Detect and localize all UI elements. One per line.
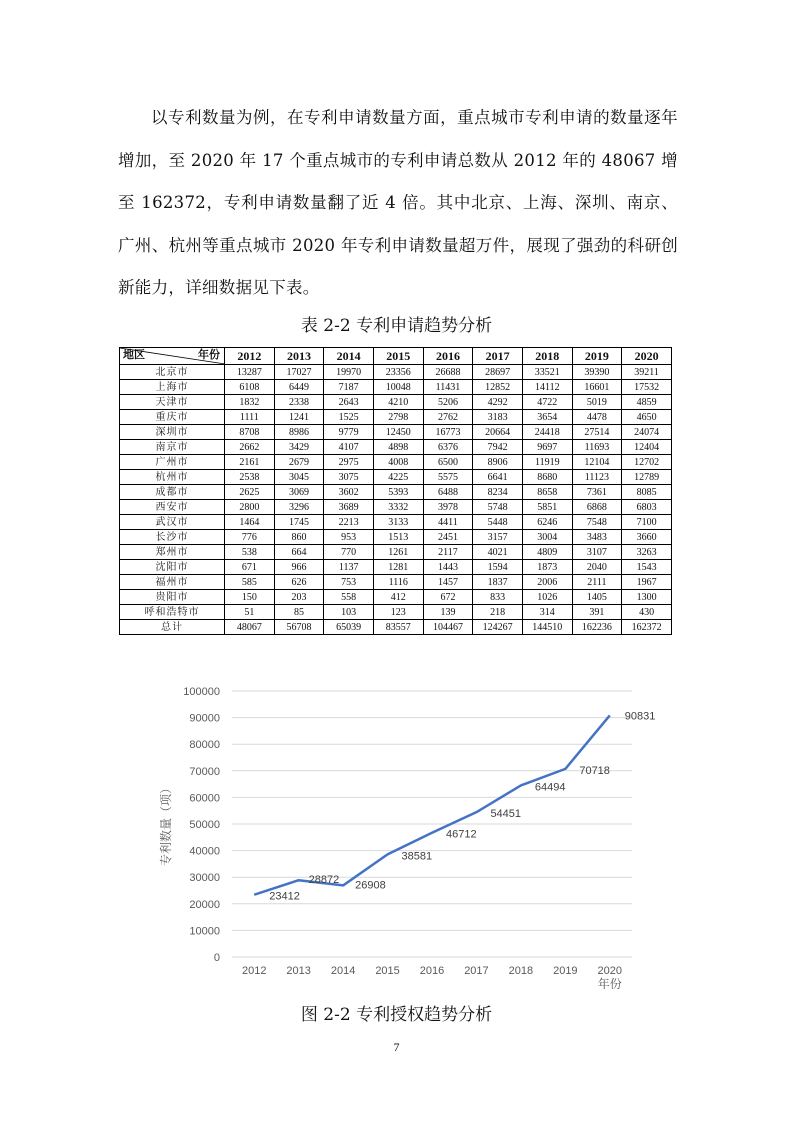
value-cell: 585 — [225, 575, 275, 590]
x-tick-label: 2014 — [330, 965, 356, 977]
value-cell: 4292 — [473, 395, 523, 410]
value-cell: 1837 — [473, 575, 523, 590]
value-cell: 8986 — [274, 425, 324, 440]
region-cell: 福州市 — [120, 575, 225, 590]
value-cell: 966 — [274, 560, 324, 575]
year-header: 2018 — [522, 348, 572, 365]
value-cell: 6488 — [423, 485, 473, 500]
value-cell: 2338 — [274, 395, 324, 410]
value-cell: 51 — [225, 605, 275, 620]
region-cell: 西安市 — [120, 500, 225, 515]
table-row — [120, 440, 672, 455]
value-cell: 123 — [373, 605, 423, 620]
value-cell: 7942 — [473, 440, 523, 455]
value-cell: 2111 — [572, 575, 622, 590]
y-tick-label: 20000 — [189, 898, 220, 911]
region-cell: 天津市 — [120, 395, 225, 410]
value-cell: 1967 — [622, 575, 672, 590]
value-cell: 3263 — [622, 545, 672, 560]
value-cell: 3332 — [373, 500, 423, 515]
value-cell: 8234 — [473, 485, 523, 500]
y-tick-label: 30000 — [189, 872, 220, 885]
total-value-cell: 124267 — [473, 620, 523, 635]
value-cell: 314 — [522, 605, 572, 620]
value-cell: 3483 — [572, 530, 622, 545]
value-cell: 20664 — [473, 425, 523, 440]
value-cell: 218 — [473, 605, 523, 620]
value-cell: 3069 — [274, 485, 324, 500]
data-label: 26908 — [355, 879, 386, 892]
y-tick-label: 0 — [213, 952, 220, 964]
value-cell: 23356 — [373, 365, 423, 380]
value-cell: 3602 — [324, 485, 374, 500]
table-row — [120, 410, 672, 425]
value-cell: 664 — [274, 545, 324, 560]
data-label: 28872 — [308, 874, 340, 887]
value-cell: 11693 — [572, 440, 622, 455]
value-cell: 2975 — [324, 455, 374, 470]
value-cell: 1594 — [473, 560, 523, 575]
value-cell: 1832 — [225, 395, 275, 410]
value-cell: 3429 — [274, 440, 324, 455]
value-cell: 2800 — [225, 500, 275, 515]
value-cell: 3654 — [522, 410, 572, 425]
value-cell: 14112 — [522, 380, 572, 395]
table-row — [120, 380, 672, 395]
region-cell: 北京市 — [120, 365, 225, 380]
data-label: 54451 — [490, 808, 522, 821]
year-header: 2015 — [373, 348, 423, 365]
region-cell: 杭州市 — [120, 470, 225, 485]
value-cell: 412 — [373, 590, 423, 605]
region-cell: 广州市 — [120, 455, 225, 470]
value-cell: 2451 — [423, 530, 473, 545]
y-tick-label: 100000 — [183, 686, 220, 698]
value-cell: 770 — [324, 545, 374, 560]
value-cell: 8658 — [522, 485, 572, 500]
value-cell: 1525 — [324, 410, 374, 425]
total-value-cell: 56708 — [274, 620, 324, 635]
value-cell: 7361 — [572, 485, 622, 500]
value-cell: 3183 — [473, 410, 523, 425]
year-header: 2019 — [572, 348, 622, 365]
value-cell: 1745 — [274, 515, 324, 530]
table-caption: 表 2-2 专利申请趋势分析 — [300, 316, 493, 336]
x-tick-label: 2013 — [286, 965, 311, 977]
value-cell: 4225 — [373, 470, 423, 485]
value-cell: 833 — [473, 590, 523, 605]
total-label-cell: 总计 — [120, 620, 225, 635]
table-row — [120, 605, 672, 620]
total-value-cell: 104467 — [423, 620, 473, 635]
value-cell: 4478 — [572, 410, 622, 425]
region-cell: 郑州市 — [120, 545, 225, 560]
y-tick-label: 60000 — [189, 792, 220, 805]
y-axis-label: 专利数量（项） — [159, 781, 173, 867]
region-cell: 上海市 — [120, 380, 225, 395]
region-cell: 武汉市 — [120, 515, 225, 530]
value-cell: 19970 — [324, 365, 374, 380]
value-cell: 9779 — [324, 425, 374, 440]
value-cell: 3296 — [274, 500, 324, 515]
value-cell: 4210 — [373, 395, 423, 410]
value-cell: 3004 — [522, 530, 572, 545]
x-tick-label: 2017 — [464, 965, 489, 977]
year-header: 2016 — [423, 348, 473, 365]
value-cell: 2662 — [225, 440, 275, 455]
value-cell: 11431 — [423, 380, 473, 395]
value-cell: 11919 — [522, 455, 572, 470]
x-tick-label: 2015 — [375, 965, 400, 977]
value-cell: 13287 — [225, 365, 275, 380]
value-cell: 5206 — [423, 395, 473, 410]
value-cell: 1116 — [373, 575, 423, 590]
value-cell: 1261 — [373, 545, 423, 560]
value-cell: 8708 — [225, 425, 275, 440]
year-header: 2013 — [274, 348, 324, 365]
x-tick-label: 2016 — [419, 965, 445, 977]
value-cell: 3157 — [473, 530, 523, 545]
value-cell: 4107 — [324, 440, 374, 455]
x-tick-label: 2018 — [508, 965, 534, 977]
value-cell: 7100 — [622, 515, 672, 530]
table-row — [120, 395, 672, 410]
value-cell: 4809 — [522, 545, 572, 560]
region-cell: 南京市 — [120, 440, 225, 455]
value-cell: 9697 — [522, 440, 572, 455]
value-cell: 39390 — [572, 365, 622, 380]
value-cell: 103 — [324, 605, 374, 620]
line-chart — [150, 675, 656, 995]
value-cell: 28697 — [473, 365, 523, 380]
region-cell: 呼和浩特市 — [120, 605, 225, 620]
page-number: 7 — [393, 1040, 400, 1054]
value-cell: 672 — [423, 590, 473, 605]
value-cell: 39211 — [622, 365, 672, 380]
table-row — [120, 455, 672, 470]
corner-label-year: 年份 — [198, 349, 220, 361]
value-cell: 1111 — [225, 410, 275, 425]
region-cell: 贵阳市 — [120, 590, 225, 605]
data-label: 70718 — [579, 764, 610, 777]
value-cell: 4859 — [622, 395, 672, 410]
value-cell: 538 — [225, 545, 275, 560]
value-cell: 7187 — [324, 380, 374, 395]
value-cell: 2538 — [225, 470, 275, 485]
value-cell: 3978 — [423, 500, 473, 515]
value-cell: 2625 — [225, 485, 275, 500]
total-value-cell: 144510 — [522, 620, 572, 635]
data-label: 46712 — [446, 828, 477, 841]
total-value-cell: 162236 — [572, 620, 622, 635]
value-cell: 2798 — [373, 410, 423, 425]
table-row — [120, 470, 672, 485]
intro-paragraph: 以专利数量为例，在专利申请数量方面，重点城市专利申请的数量逐年增加，至 2020 年 17 个重点城市的专利申请总数从 2012 年的 48067 增至 162372，专利申请数量翻了近 4 倍。其中北京、上海、深圳、南京、广州、杭州等重点城市 2020 年专利申请数量超万件，展现了强劲的科研创新能力，详细数据见下表。 — [118, 108, 678, 297]
data-label: 23412 — [269, 890, 300, 903]
value-cell: 16773 — [423, 425, 473, 440]
table-row — [120, 485, 672, 500]
value-cell: 2643 — [324, 395, 374, 410]
value-cell: 391 — [572, 605, 622, 620]
value-cell: 6449 — [274, 380, 324, 395]
table-row — [120, 560, 672, 575]
value-cell: 1405 — [572, 590, 622, 605]
value-cell: 3045 — [274, 470, 324, 485]
value-cell: 27514 — [572, 425, 622, 440]
total-row — [120, 620, 672, 635]
value-cell: 11123 — [572, 470, 622, 485]
table-row — [120, 545, 672, 560]
value-cell: 1543 — [622, 560, 672, 575]
value-cell: 1026 — [522, 590, 572, 605]
value-cell: 3107 — [572, 545, 622, 560]
table-row — [120, 590, 672, 605]
value-cell: 6246 — [522, 515, 572, 530]
value-cell: 1457 — [423, 575, 473, 590]
value-cell: 12852 — [473, 380, 523, 395]
value-cell: 12789 — [622, 470, 672, 485]
value-cell: 8680 — [522, 470, 572, 485]
x-tick-label: 2020 — [597, 965, 623, 977]
figure-caption: 图 2-2 专利授权趋势分析 — [300, 1005, 493, 1025]
total-value-cell: 65039 — [324, 620, 374, 635]
table-row — [120, 575, 672, 590]
value-cell: 17532 — [622, 380, 672, 395]
value-cell: 2213 — [324, 515, 374, 530]
value-cell: 150 — [225, 590, 275, 605]
value-cell: 1241 — [274, 410, 324, 425]
table-row — [120, 425, 672, 440]
table-row — [120, 500, 672, 515]
value-cell: 17027 — [274, 365, 324, 380]
x-tick-label: 2019 — [553, 965, 578, 977]
y-tick-label: 90000 — [189, 712, 220, 725]
region-cell: 长沙市 — [120, 530, 225, 545]
value-cell: 4898 — [373, 440, 423, 455]
value-cell: 10048 — [373, 380, 423, 395]
value-cell: 2679 — [274, 455, 324, 470]
value-cell: 6868 — [572, 500, 622, 515]
value-cell: 24418 — [522, 425, 572, 440]
value-cell: 2762 — [423, 410, 473, 425]
total-value-cell: 83557 — [373, 620, 423, 635]
value-cell: 953 — [324, 530, 374, 545]
value-cell: 12104 — [572, 455, 622, 470]
year-header: 2020 — [622, 348, 672, 365]
value-cell: 203 — [274, 590, 324, 605]
x-tick-label: 2012 — [241, 965, 267, 977]
value-cell: 860 — [274, 530, 324, 545]
data-label: 90831 — [624, 710, 656, 723]
value-cell: 24074 — [622, 425, 672, 440]
value-cell: 671 — [225, 560, 275, 575]
region-cell: 重庆市 — [120, 410, 225, 425]
value-cell: 2117 — [423, 545, 473, 560]
year-header: 2012 — [225, 348, 275, 365]
y-tick-label: 80000 — [189, 739, 220, 752]
value-cell: 1513 — [373, 530, 423, 545]
value-cell: 5448 — [473, 515, 523, 530]
value-cell: 6803 — [622, 500, 672, 515]
value-cell: 139 — [423, 605, 473, 620]
value-cell: 4008 — [373, 455, 423, 470]
value-cell: 5019 — [572, 395, 622, 410]
value-cell: 430 — [622, 605, 672, 620]
total-value-cell: 48067 — [225, 620, 275, 635]
value-cell: 5748 — [473, 500, 523, 515]
table-row — [120, 365, 672, 380]
value-cell: 5851 — [522, 500, 572, 515]
x-axis-label: 年份 — [597, 977, 622, 991]
value-cell: 776 — [225, 530, 275, 545]
value-cell: 558 — [324, 590, 374, 605]
value-cell: 85 — [274, 605, 324, 620]
value-cell: 6641 — [473, 470, 523, 485]
value-cell: 4411 — [423, 515, 473, 530]
table-corner-cell — [120, 348, 225, 365]
data-label: 38581 — [401, 850, 433, 863]
value-cell: 5575 — [423, 470, 473, 485]
region-cell: 成都市 — [120, 485, 225, 500]
value-cell: 1873 — [522, 560, 572, 575]
value-cell: 1281 — [373, 560, 423, 575]
patent-application-table — [119, 347, 672, 635]
table-row — [120, 515, 672, 530]
value-cell: 12702 — [622, 455, 672, 470]
series-line — [254, 715, 610, 894]
patent-grant-chart — [150, 675, 656, 995]
value-cell: 33521 — [522, 365, 572, 380]
value-cell: 4722 — [522, 395, 572, 410]
value-cell: 26688 — [423, 365, 473, 380]
table-row — [120, 530, 672, 545]
value-cell: 3689 — [324, 500, 374, 515]
value-cell: 7548 — [572, 515, 622, 530]
value-cell: 3075 — [324, 470, 374, 485]
value-cell: 5393 — [373, 485, 423, 500]
value-cell: 1464 — [225, 515, 275, 530]
value-cell: 2006 — [522, 575, 572, 590]
region-cell: 沈阳市 — [120, 560, 225, 575]
value-cell: 3133 — [373, 515, 423, 530]
year-header: 2017 — [473, 348, 523, 365]
value-cell: 1137 — [324, 560, 374, 575]
value-cell: 6108 — [225, 380, 275, 395]
value-cell: 1300 — [622, 590, 672, 605]
y-tick-label: 40000 — [189, 845, 220, 858]
value-cell: 4650 — [622, 410, 672, 425]
value-cell: 16601 — [572, 380, 622, 395]
value-cell: 6500 — [423, 455, 473, 470]
table-header-row — [120, 348, 672, 365]
data-label: 64494 — [534, 781, 566, 794]
value-cell: 12404 — [622, 440, 672, 455]
value-cell: 1443 — [423, 560, 473, 575]
value-cell: 2161 — [225, 455, 275, 470]
value-cell: 2040 — [572, 560, 622, 575]
region-cell: 深圳市 — [120, 425, 225, 440]
total-value-cell: 162372 — [622, 620, 672, 635]
value-cell: 12450 — [373, 425, 423, 440]
y-tick-label: 10000 — [189, 925, 220, 938]
value-cell: 4021 — [473, 545, 523, 560]
value-cell: 8085 — [622, 485, 672, 500]
value-cell: 3660 — [622, 530, 672, 545]
year-header: 2014 — [324, 348, 374, 365]
value-cell: 8906 — [473, 455, 523, 470]
corner-label-region: 地区 — [123, 349, 145, 361]
value-cell: 753 — [324, 575, 374, 590]
value-cell: 626 — [274, 575, 324, 590]
y-tick-label: 50000 — [189, 819, 220, 831]
value-cell: 6376 — [423, 440, 473, 455]
y-tick-label: 70000 — [189, 765, 220, 778]
